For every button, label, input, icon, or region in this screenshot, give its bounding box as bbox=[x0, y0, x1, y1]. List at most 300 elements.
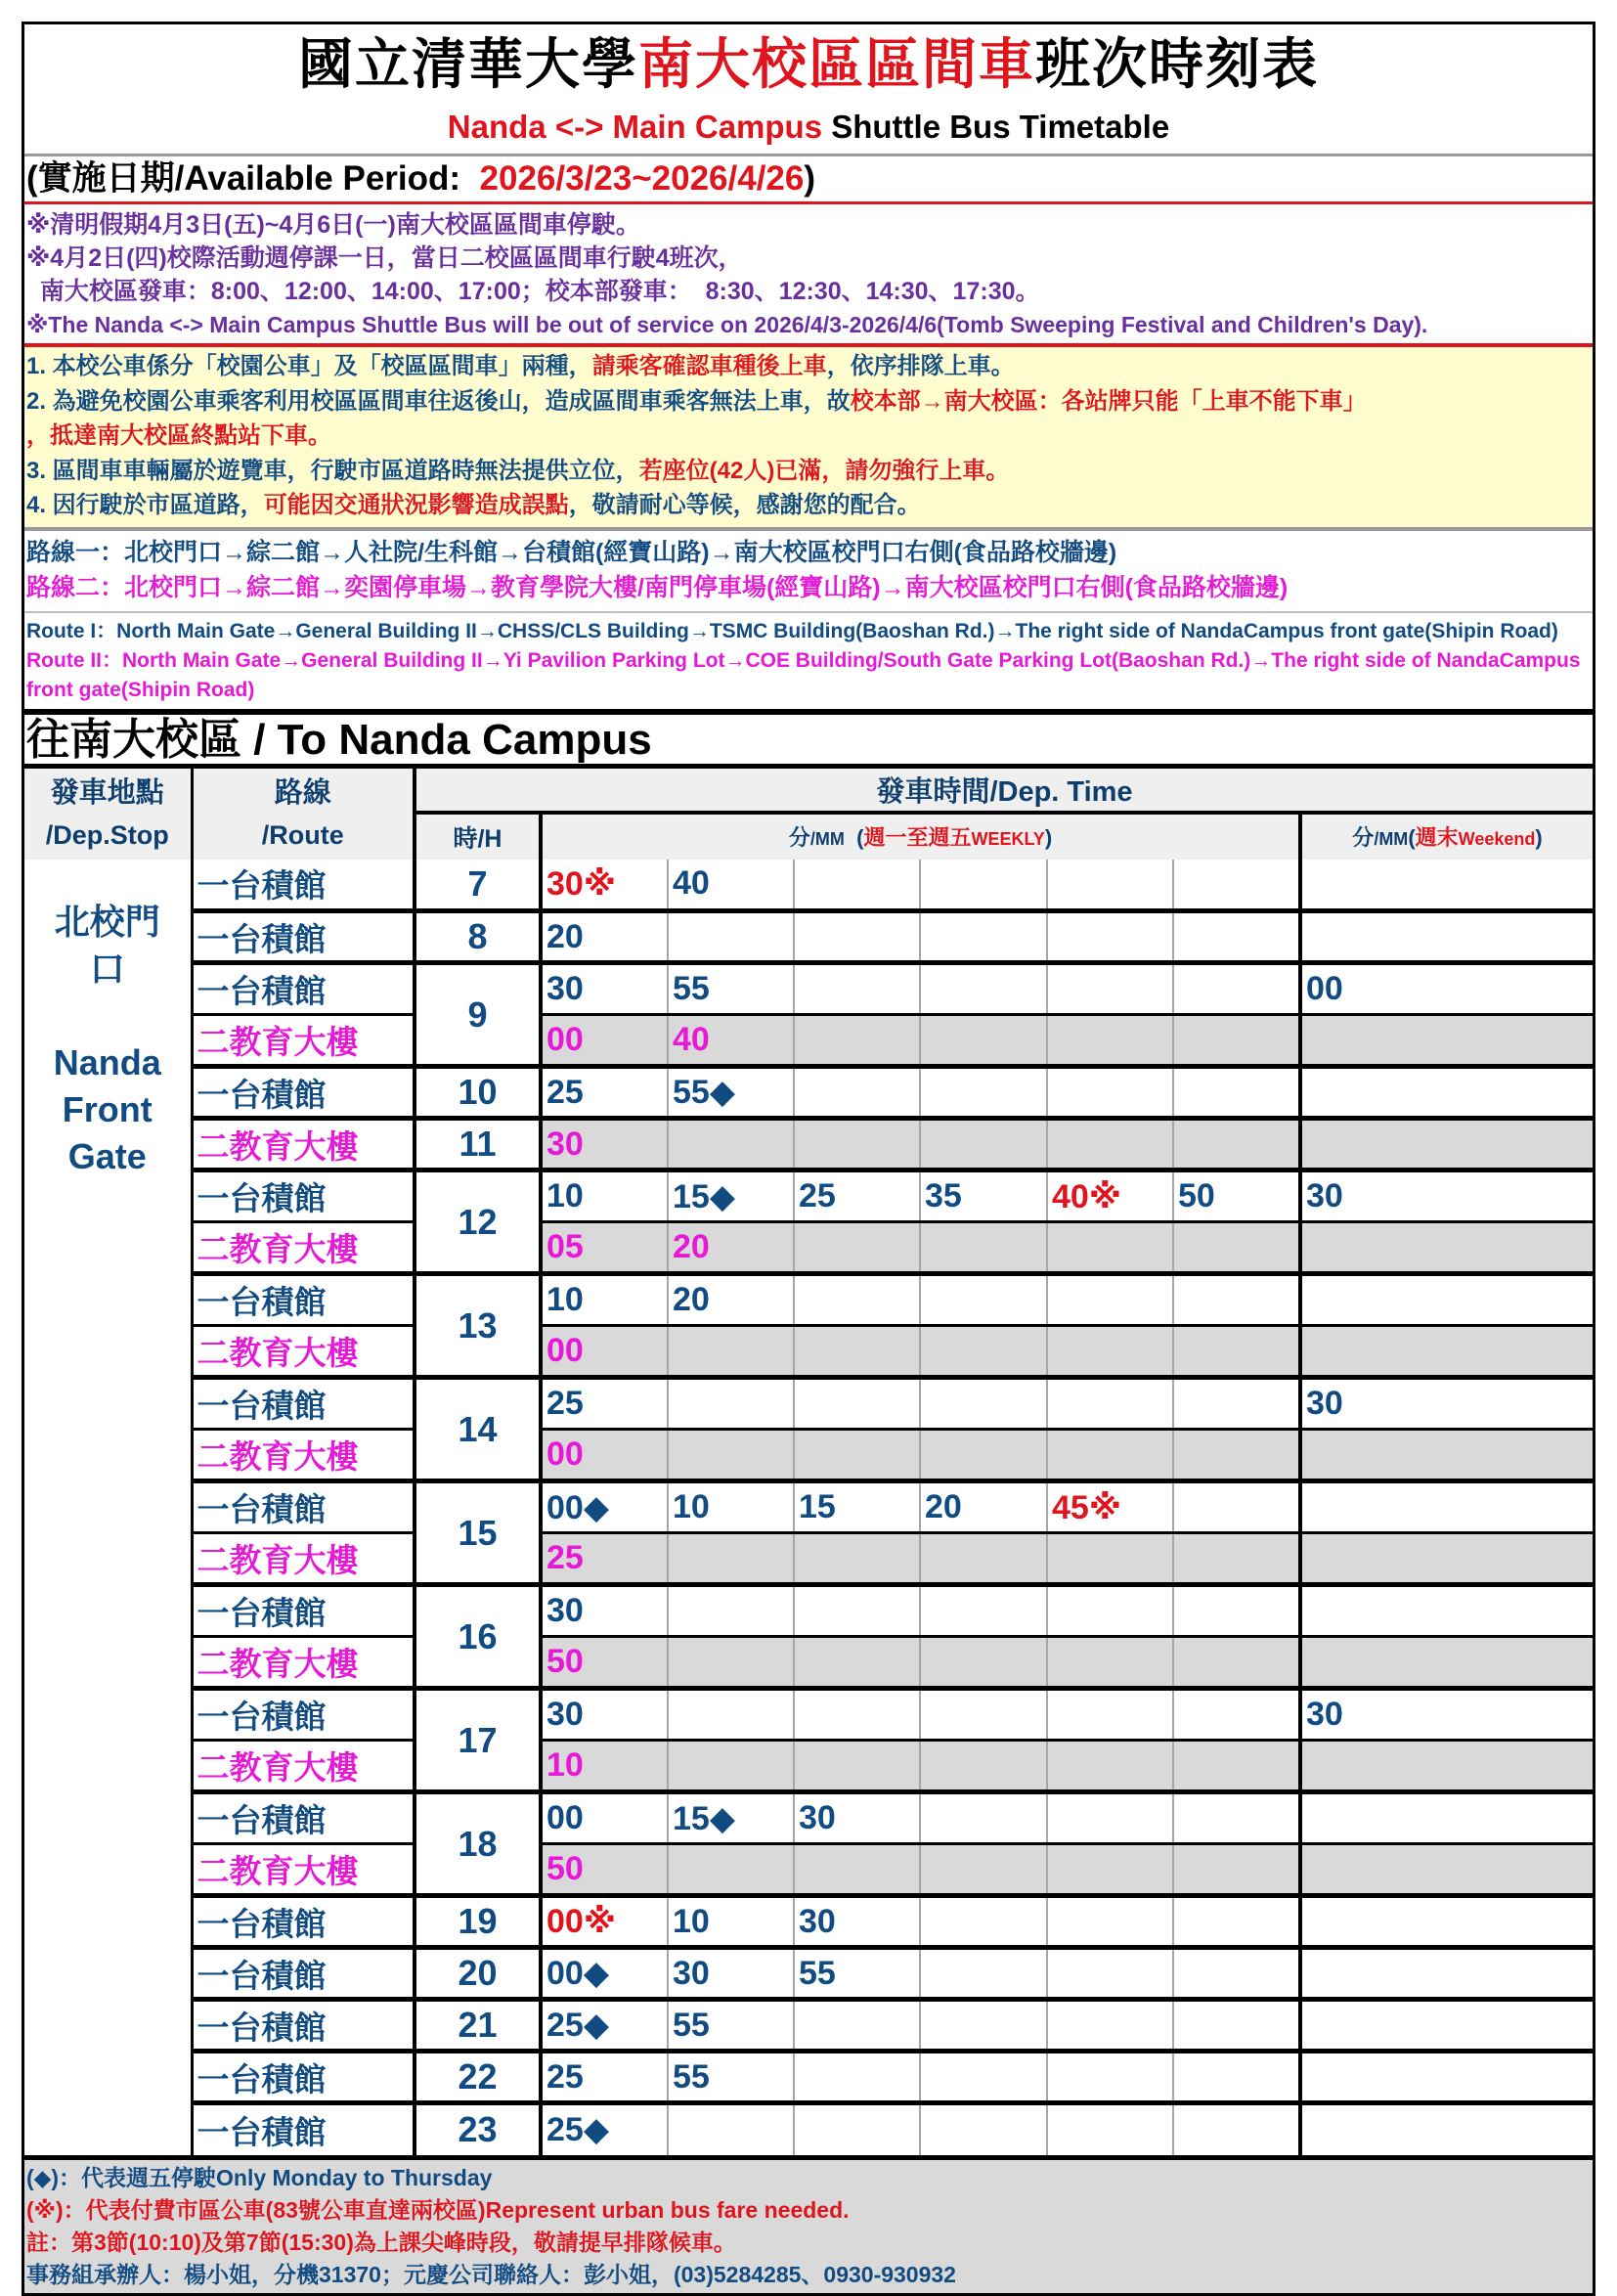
table-row bbox=[24, 1637, 1593, 1689]
weekday-minute-cell: 25 bbox=[541, 2052, 668, 2103]
route-2-label: 二教育大樓 bbox=[192, 1741, 415, 1792]
weekend-minute-cell: 30 bbox=[1300, 1378, 1593, 1430]
weekday-minute-cell: 25 bbox=[794, 1170, 920, 1222]
weekday-minute-cell bbox=[794, 1119, 920, 1170]
weekday-minute-cell: 25 bbox=[541, 1533, 668, 1585]
weekday-minute-cell bbox=[1047, 1119, 1173, 1170]
table-row bbox=[24, 1689, 1593, 1741]
notice-line: ※清明假期4月3日(五)~4月6日(一)南大校區區間車停駛。 bbox=[26, 211, 640, 239]
weekend-minute-cell bbox=[1300, 1274, 1593, 1326]
dep-stop-zh: 北校門口 bbox=[54, 901, 160, 989]
weekday-minute-cell bbox=[920, 1015, 1047, 1067]
route-2-label: 二教育大樓 bbox=[192, 1430, 415, 1481]
weekday-minute-cell: 35 bbox=[920, 1170, 1047, 1222]
weekday-minute-cell: 30 bbox=[541, 1119, 668, 1170]
weekday-minute-cell bbox=[668, 1378, 794, 1430]
weekday-minute-cell bbox=[1047, 1378, 1173, 1430]
table-row bbox=[24, 1378, 1593, 1430]
weekday-minute-cell: 50 bbox=[541, 1844, 668, 1896]
period-value: 2026/3/23~2026/4/26 bbox=[479, 159, 805, 198]
table-row bbox=[24, 1533, 1593, 1585]
period-label: (實施日期/Available Period: bbox=[26, 159, 480, 198]
dep-stop-cell bbox=[24, 860, 192, 2155]
weekday-minute-cell: 25 bbox=[541, 1067, 668, 1119]
weekday-minute-cell: 25 bbox=[541, 1378, 668, 1430]
weekday-minute-cell: 30 bbox=[541, 1585, 668, 1637]
page-title bbox=[24, 24, 1593, 103]
route-2-label: 二教育大樓 bbox=[192, 1533, 415, 1585]
weekday-minute-cell bbox=[1047, 1585, 1173, 1637]
route-1-label: 一台積館 bbox=[192, 1067, 415, 1119]
table-row bbox=[24, 2103, 1593, 2155]
weekday-minute-cell bbox=[1047, 1067, 1173, 1119]
table-row bbox=[24, 2000, 1593, 2052]
weekday-minute-cell bbox=[920, 1067, 1047, 1119]
weekday-minute-cell bbox=[668, 1844, 794, 1896]
weekday-minute-cell bbox=[668, 1119, 794, 1170]
weekday-minute-cell bbox=[1047, 1430, 1173, 1481]
weekend-label-close: ) bbox=[1535, 825, 1543, 850]
weekday-minute-cell: 30 bbox=[541, 1689, 668, 1741]
rule-highlight: 校本部→南大校區：各站牌只能「上車不能下車」 bbox=[850, 387, 1367, 415]
weekday-minute-cell: 55 bbox=[668, 963, 794, 1015]
weekday-minute-cell bbox=[794, 1533, 920, 1585]
weekend-minute-cell: 30 bbox=[1300, 1170, 1593, 1222]
table-row bbox=[24, 963, 1593, 1015]
header-route-zh: 路線 bbox=[192, 769, 415, 813]
route-1-label: 一台積館 bbox=[192, 1170, 415, 1222]
weekend-minute-cell bbox=[1300, 1844, 1593, 1896]
weekday-minute-cell bbox=[1047, 1222, 1173, 1274]
route-1-label: 一台積館 bbox=[192, 1896, 415, 1948]
weekday-minute-cell bbox=[1173, 1844, 1300, 1896]
section-title: 往南大校區 / To Nanda Campus bbox=[24, 715, 1593, 769]
hour-cell: 9 bbox=[415, 963, 541, 1067]
hour-cell: 18 bbox=[415, 1792, 541, 1896]
header-hour: 時/H bbox=[415, 813, 541, 860]
weekday-minute-cell bbox=[668, 1585, 794, 1637]
weekend-minute-cell: 00 bbox=[1300, 963, 1593, 1015]
table-row bbox=[24, 1585, 1593, 1637]
weekend-minute-cell bbox=[1300, 1637, 1593, 1689]
header-weekend bbox=[1300, 813, 1593, 860]
weekday-label-weekly: WEEKLY bbox=[971, 829, 1045, 849]
weekend-minute-cell bbox=[1300, 1792, 1593, 1844]
weekend-minute-cell: 30 bbox=[1300, 1689, 1593, 1741]
weekday-label-mm: /MM bbox=[809, 829, 845, 849]
weekday-minute-cell: 10 bbox=[541, 1741, 668, 1792]
weekday-minute-cell bbox=[1173, 2103, 1300, 2155]
weekday-minute-cell bbox=[920, 1274, 1047, 1326]
header-route-en: /Route bbox=[192, 813, 415, 860]
rule-highlight: 若座位(42人)已滿，請勿強行上車。 bbox=[638, 457, 1010, 484]
weekday-minute-cell bbox=[920, 911, 1047, 963]
weekday-minute-cell bbox=[1173, 1896, 1300, 1948]
weekday-minute-cell: 00 bbox=[541, 1430, 668, 1481]
weekend-minute-cell bbox=[1300, 1326, 1593, 1378]
weekday-minute-cell: 30 bbox=[668, 1948, 794, 2000]
weekday-minute-cell: 15◆ bbox=[668, 1170, 794, 1222]
dep-stop-en: Nanda Front Gate bbox=[53, 1041, 161, 1176]
weekend-minute-cell bbox=[1300, 1896, 1593, 1948]
weekday-minute-cell bbox=[1047, 1689, 1173, 1741]
page-subtitle bbox=[24, 103, 1593, 156]
legend-diamond: (◆)：代表週五停駛Only Monday to Thursday bbox=[26, 2164, 493, 2190]
weekday-minute-cell: 50 bbox=[541, 1637, 668, 1689]
weekday-minute-cell bbox=[1173, 1274, 1300, 1326]
weekday-minute-cell bbox=[1173, 911, 1300, 963]
route-1-label: 一台積館 bbox=[192, 860, 415, 911]
weekday-minute-cell: 10 bbox=[541, 1274, 668, 1326]
weekday-minute-cell bbox=[920, 2103, 1047, 2155]
weekday-minute-cell: 20 bbox=[920, 1481, 1047, 1533]
weekday-minute-cell: 25◆ bbox=[541, 2103, 668, 2155]
weekday-minute-cell bbox=[1047, 1948, 1173, 2000]
weekday-minute-cell bbox=[668, 2103, 794, 2155]
weekday-minute-cell bbox=[920, 1792, 1047, 1844]
weekday-minute-cell bbox=[1173, 860, 1300, 911]
weekday-minute-cell bbox=[920, 860, 1047, 911]
weekday-minute-cell bbox=[1173, 1430, 1300, 1481]
weekday-minute-cell: 30 bbox=[794, 1792, 920, 1844]
rule-text: ，依序排隊上車。 bbox=[826, 353, 1015, 379]
weekend-label-days: 週末 bbox=[1415, 825, 1459, 850]
weekday-minute-cell: 20 bbox=[668, 1274, 794, 1326]
rule-highlight: 可能因交通狀況影響造成誤點 bbox=[263, 492, 569, 518]
rules-box bbox=[24, 347, 1593, 531]
weekday-minute-cell bbox=[794, 1274, 920, 1326]
weekday-minute-cell: 05 bbox=[541, 1222, 668, 1274]
hour-cell: 15 bbox=[415, 1481, 541, 1585]
weekday-minute-cell bbox=[1173, 1948, 1300, 2000]
header-stop-zh: 發車地點 bbox=[24, 769, 192, 813]
weekday-minute-cell bbox=[1173, 1067, 1300, 1119]
hour-cell: 19 bbox=[415, 1896, 541, 1948]
weekday-minute-cell bbox=[920, 1637, 1047, 1689]
weekday-minute-cell: 00◆ bbox=[541, 1948, 668, 2000]
weekday-label-close: ) bbox=[1044, 825, 1053, 850]
weekday-minute-cell bbox=[1173, 1119, 1300, 1170]
timetable-page bbox=[22, 22, 1595, 2296]
weekday-minute-cell: 00 bbox=[541, 1792, 668, 1844]
route-2-label: 二教育大樓 bbox=[192, 1326, 415, 1378]
weekday-minute-cell: 30 bbox=[541, 963, 668, 1015]
weekday-minute-cell bbox=[668, 1689, 794, 1741]
header-dep-time: 發車時間/Dep. Time bbox=[415, 769, 1593, 813]
weekend-minute-cell bbox=[1300, 2052, 1593, 2103]
hour-cell: 14 bbox=[415, 1378, 541, 1481]
table-row bbox=[24, 1896, 1593, 1948]
weekday-minute-cell bbox=[1173, 1326, 1300, 1378]
rule-text: 4. 因行駛於市區道路， bbox=[26, 492, 264, 518]
route-1-label: 一台積館 bbox=[192, 1378, 415, 1430]
weekday-minute-cell bbox=[794, 1844, 920, 1896]
weekday-minute-cell bbox=[920, 1378, 1047, 1430]
weekday-minute-cell bbox=[794, 860, 920, 911]
route-1-label: 一台積館 bbox=[192, 1585, 415, 1637]
weekday-label-min: 分 bbox=[788, 825, 810, 850]
weekend-minute-cell bbox=[1300, 860, 1593, 911]
weekday-minute-cell bbox=[1173, 2052, 1300, 2103]
table-row bbox=[24, 1067, 1593, 1119]
table-row bbox=[24, 911, 1593, 963]
weekend-minute-cell bbox=[1300, 1015, 1593, 1067]
weekday-minute-cell bbox=[920, 1689, 1047, 1741]
weekday-minute-cell: 15◆ bbox=[668, 1792, 794, 1844]
table-row bbox=[24, 1948, 1593, 2000]
weekday-minute-cell bbox=[1047, 1896, 1173, 1948]
weekday-minute-cell bbox=[1047, 1792, 1173, 1844]
route-2-label: 二教育大樓 bbox=[192, 1222, 415, 1274]
route-1-label: 一台積館 bbox=[192, 2103, 415, 2155]
weekday-minute-cell: 40 bbox=[668, 860, 794, 911]
weekday-minute-cell: 55 bbox=[668, 2000, 794, 2052]
rule-text: ，敬請耐心等候，感謝您的配合。 bbox=[568, 492, 921, 518]
weekend-label-mm: /MM bbox=[1374, 829, 1409, 849]
weekday-minute-cell: 30※ bbox=[541, 860, 668, 911]
weekday-minute-cell bbox=[1173, 1533, 1300, 1585]
weekday-minute-cell bbox=[1173, 1792, 1300, 1844]
route-2-label: 二教育大樓 bbox=[192, 1637, 415, 1689]
weekday-minute-cell bbox=[1047, 1326, 1173, 1378]
hour-cell: 7 bbox=[415, 860, 541, 911]
notice-line: ※4月2日(四)校際活動週停課一日，當日二校區區間車行駛4班次， bbox=[26, 244, 743, 272]
weekend-minute-cell bbox=[1300, 2000, 1593, 2052]
rule-2 bbox=[26, 384, 1587, 419]
route-2-label: 二教育大樓 bbox=[192, 1844, 415, 1896]
weekday-minute-cell bbox=[1047, 1844, 1173, 1896]
weekday-minute-cell: 10 bbox=[541, 1170, 668, 1222]
rule-highlight: ，抵達南大校區終點站下車。 bbox=[26, 422, 331, 449]
weekday-minute-cell bbox=[794, 2000, 920, 2052]
table-row bbox=[24, 1844, 1593, 1896]
hour-cell: 22 bbox=[415, 2052, 541, 2103]
rule-text: 3. 區間車車輛屬於遊覽車，行駛市區道路時無法提供立位， bbox=[26, 457, 639, 484]
available-period bbox=[24, 156, 1593, 204]
weekday-minute-cell bbox=[1047, 911, 1173, 963]
weekday-minute-cell bbox=[794, 1378, 920, 1430]
weekday-minute-cell bbox=[794, 1689, 920, 1741]
hour-cell: 13 bbox=[415, 1274, 541, 1378]
weekend-minute-cell bbox=[1300, 1948, 1593, 2000]
weekday-minute-cell bbox=[794, 1637, 920, 1689]
route-2-label: 二教育大樓 bbox=[192, 1015, 415, 1067]
notice-line-en: ※The Nanda <-> Main Campus Shuttle Bus will be out of service on 2026/4/3-2026/4/6(Tomb Sweeping Festival and Children's Day). bbox=[26, 312, 1428, 337]
weekday-minute-cell bbox=[1047, 963, 1173, 1015]
weekday-minute-cell bbox=[1173, 1481, 1300, 1533]
weekday-minute-cell bbox=[794, 1015, 920, 1067]
table-row bbox=[24, 1274, 1593, 1326]
weekday-minute-cell bbox=[920, 1948, 1047, 2000]
routes-english bbox=[24, 613, 1593, 715]
weekday-minute-cell bbox=[920, 1896, 1047, 1948]
weekday-minute-cell bbox=[920, 1119, 1047, 1170]
weekday-minute-cell bbox=[920, 2000, 1047, 2052]
rule-highlight: 請乘客確認車種後上車 bbox=[591, 353, 827, 379]
title-timetable: 班次時刻表 bbox=[1035, 33, 1319, 95]
route-1-label: 一台積館 bbox=[192, 1689, 415, 1741]
weekday-minute-cell bbox=[1173, 1378, 1300, 1430]
table-row bbox=[24, 1170, 1593, 1222]
weekday-minute-cell bbox=[920, 1326, 1047, 1378]
legend-footer bbox=[24, 2155, 1593, 2293]
weekday-minute-cell: 10 bbox=[668, 1481, 794, 1533]
header-stop-en: /Dep.Stop bbox=[24, 813, 192, 860]
peak-note: 註：第3節(10:10)及第7節(15:30)為上課尖峰時段，敬請提早排隊候車。 bbox=[26, 2229, 736, 2255]
weekday-minute-cell bbox=[920, 1741, 1047, 1792]
weekday-minute-cell bbox=[794, 2052, 920, 2103]
table-row bbox=[24, 1119, 1593, 1170]
weekday-minute-cell: 30 bbox=[794, 1896, 920, 1948]
notice-line: 南大校區發車：8:00、12:00、14:00、17:00；校本部發車： 8:30、12:30、14:30、17:30。 bbox=[26, 278, 1040, 305]
weekday-minute-cell: 55 bbox=[794, 1948, 920, 2000]
route-1-label: 一台積館 bbox=[192, 1274, 415, 1326]
weekday-minute-cell bbox=[794, 911, 920, 963]
weekend-label-paren: ( bbox=[1408, 825, 1416, 850]
subtitle-label: Shuttle Bus Timetable bbox=[822, 109, 1170, 145]
weekday-minute-cell bbox=[920, 1222, 1047, 1274]
weekday-minute-cell: 55◆ bbox=[668, 1067, 794, 1119]
title-shuttle: 南大校區區間車 bbox=[638, 33, 1035, 95]
route-1-en: Route I：North Main Gate→General Building II→CHSS/CLS Building→TSMC Building(Baoshan Rd.)→The right side of NandaCampus front gate(Shipin Road) bbox=[26, 619, 1558, 642]
rule-2-cont bbox=[26, 419, 1587, 454]
weekday-minute-cell bbox=[668, 1430, 794, 1481]
weekday-minute-cell bbox=[920, 1844, 1047, 1896]
route-1-label: 一台積館 bbox=[192, 2052, 415, 2103]
weekday-minute-cell bbox=[1173, 2000, 1300, 2052]
weekday-minute-cell: 20 bbox=[668, 1222, 794, 1274]
table-row bbox=[24, 2052, 1593, 2103]
weekday-minute-cell bbox=[794, 1585, 920, 1637]
weekend-label-word: Weekend bbox=[1458, 829, 1536, 849]
weekday-minute-cell: 45※ bbox=[1047, 1481, 1173, 1533]
weekday-minute-cell bbox=[668, 1326, 794, 1378]
weekday-minute-cell bbox=[794, 1067, 920, 1119]
period-close: ) bbox=[804, 159, 816, 198]
hour-cell: 21 bbox=[415, 2000, 541, 2052]
header-weekday bbox=[541, 813, 1300, 860]
weekday-minute-cell: 15 bbox=[794, 1481, 920, 1533]
hour-cell: 12 bbox=[415, 1170, 541, 1274]
weekday-minute-cell bbox=[1173, 1585, 1300, 1637]
weekday-minute-cell bbox=[1047, 860, 1173, 911]
weekend-minute-cell bbox=[1300, 1533, 1593, 1585]
table-row bbox=[24, 1792, 1593, 1844]
rule-text: 1. 本校公車係分「校園公車」及「校區區間車」兩種， bbox=[26, 353, 592, 379]
weekday-minute-cell: 55 bbox=[668, 2052, 794, 2103]
weekday-minute-cell: 00 bbox=[541, 1015, 668, 1067]
weekend-minute-cell bbox=[1300, 1430, 1593, 1481]
hour-cell: 8 bbox=[415, 911, 541, 963]
weekday-minute-cell bbox=[1047, 1637, 1173, 1689]
weekday-minute-cell bbox=[920, 1533, 1047, 1585]
weekday-minute-cell: 20 bbox=[541, 911, 668, 963]
weekday-minute-cell bbox=[1173, 1689, 1300, 1741]
title-university: 國立清華大學 bbox=[298, 33, 638, 95]
hour-cell: 23 bbox=[415, 2103, 541, 2155]
weekday-minute-cell bbox=[668, 911, 794, 963]
table-row bbox=[24, 1430, 1593, 1481]
weekday-minute-cell bbox=[1173, 1741, 1300, 1792]
holiday-notice bbox=[24, 204, 1593, 347]
weekend-minute-cell bbox=[1300, 1067, 1593, 1119]
weekday-minute-cell bbox=[1047, 2103, 1173, 2155]
weekday-minute-cell bbox=[1173, 963, 1300, 1015]
weekend-minute-cell bbox=[1300, 1222, 1593, 1274]
hour-cell: 16 bbox=[415, 1585, 541, 1689]
route-2-en: Route II：North Main Gate→General Building II→Yi Pavilion Parking Lot→COE Building/South Gate Parking Lot(Baoshan Rd.)→The right side of NandaCampus front gate(Shipin Road) bbox=[26, 648, 1581, 701]
weekday-minute-cell: 40※ bbox=[1047, 1170, 1173, 1222]
hour-cell: 11 bbox=[415, 1119, 541, 1170]
table-row bbox=[24, 860, 1593, 911]
route-1-label: 一台積館 bbox=[192, 911, 415, 963]
timetable bbox=[24, 769, 1593, 2155]
route-1-label: 一台積館 bbox=[192, 2000, 415, 2052]
weekday-label-days: 週一至週五 bbox=[863, 825, 972, 850]
hour-cell: 20 bbox=[415, 1948, 541, 2000]
weekday-minute-cell bbox=[1047, 2000, 1173, 2052]
legend-fare: (※)：代表付費市區公車(83號公車直達兩校區)Represent urban bus fare needed. bbox=[26, 2196, 850, 2223]
route-1-label: 一台積館 bbox=[192, 1948, 415, 2000]
table-row bbox=[24, 1741, 1593, 1792]
weekday-minute-cell bbox=[794, 1741, 920, 1792]
route-2-label: 二教育大樓 bbox=[192, 1119, 415, 1170]
weekday-minute-cell bbox=[1173, 1637, 1300, 1689]
weekday-minute-cell bbox=[794, 1326, 920, 1378]
weekday-minute-cell bbox=[920, 963, 1047, 1015]
route-1-zh: 路線一：北校門口→綜二館→人社院/生科館→台積館(經寶山路)→南大校區校門口右側(食品路校牆邊) bbox=[26, 538, 1117, 566]
weekday-minute-cell bbox=[668, 1533, 794, 1585]
weekday-minute-cell: 00 bbox=[541, 1326, 668, 1378]
weekday-minute-cell bbox=[668, 1741, 794, 1792]
weekday-minute-cell: 25◆ bbox=[541, 2000, 668, 2052]
weekend-minute-cell bbox=[1300, 911, 1593, 963]
weekend-minute-cell bbox=[1300, 1481, 1593, 1533]
weekday-minute-cell bbox=[794, 1430, 920, 1481]
route-2-zh: 路線二：北校門口→綜二館→奕園停車場→教育學院大樓/南門停車場(經寶山路)→南大校區校門口右側(食品路校牆邊) bbox=[26, 573, 1289, 601]
weekday-minute-cell: 40 bbox=[668, 1015, 794, 1067]
contact-info: 事務組承辦人：楊小姐，分機31370；元慶公司聯絡人：彭小姐，(03)5284285、0930-930932 bbox=[26, 2261, 956, 2287]
weekday-minute-cell bbox=[1047, 1015, 1173, 1067]
rule-1 bbox=[26, 349, 1587, 384]
table-row bbox=[24, 1481, 1593, 1533]
route-1-label: 一台積館 bbox=[192, 1481, 415, 1533]
table-row bbox=[24, 1222, 1593, 1274]
weekday-minute-cell bbox=[1173, 1222, 1300, 1274]
weekend-minute-cell bbox=[1300, 1741, 1593, 1792]
weekday-minute-cell: 50 bbox=[1173, 1170, 1300, 1222]
weekday-minute-cell bbox=[1047, 1741, 1173, 1792]
hour-cell: 10 bbox=[415, 1067, 541, 1119]
weekday-minute-cell bbox=[920, 1585, 1047, 1637]
weekday-minute-cell: 10 bbox=[668, 1896, 794, 1948]
weekend-minute-cell bbox=[1300, 2103, 1593, 2155]
weekend-minute-cell bbox=[1300, 1585, 1593, 1637]
weekday-minute-cell bbox=[1047, 2052, 1173, 2103]
weekday-minute-cell bbox=[1047, 1274, 1173, 1326]
route-1-label: 一台積館 bbox=[192, 1792, 415, 1844]
table-row bbox=[24, 1326, 1593, 1378]
hour-cell: 17 bbox=[415, 1689, 541, 1792]
routes-chinese bbox=[24, 531, 1593, 613]
weekday-minute-cell bbox=[1047, 1533, 1173, 1585]
weekday-minute-cell: 00※ bbox=[541, 1896, 668, 1948]
weekday-minute-cell bbox=[920, 2052, 1047, 2103]
route-1-label: 一台積館 bbox=[192, 963, 415, 1015]
rule-4 bbox=[26, 488, 1587, 523]
weekday-minute-cell bbox=[794, 1222, 920, 1274]
weekend-label-min: 分 bbox=[1352, 825, 1375, 850]
